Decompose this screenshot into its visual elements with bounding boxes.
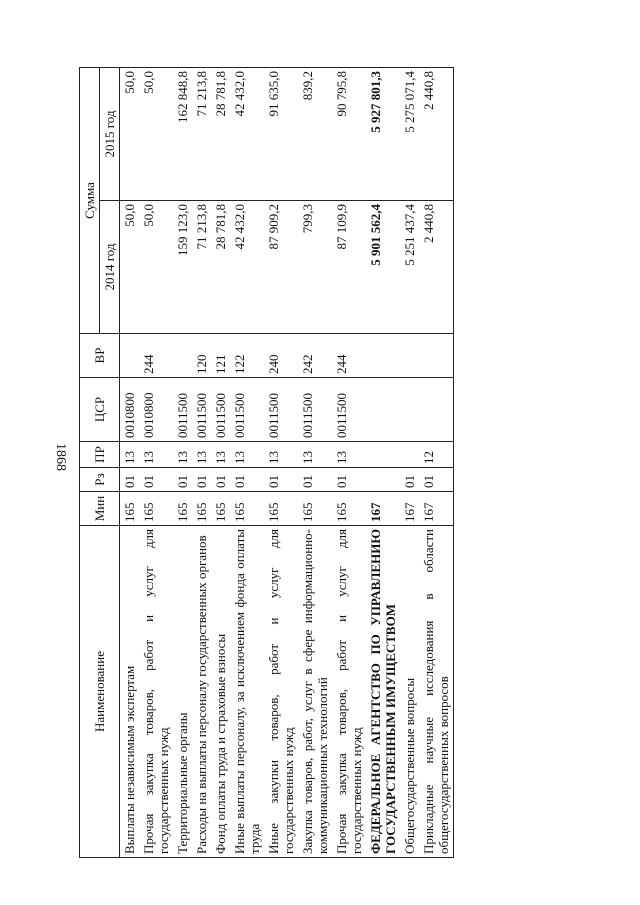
row-2015: 90 795,8 (332, 68, 366, 201)
row-name: Иные закупки товаров, работ и услуг для государственных нужд (264, 526, 298, 858)
table-row (139, 68, 173, 858)
row-csr: 0011500 (230, 378, 264, 442)
row-name: Прочая закупка товаров, работ и услуг для государственных нужд (332, 526, 366, 858)
row-vr (400, 334, 419, 378)
row-pr (366, 442, 400, 468)
row-pr: 13 (173, 442, 192, 468)
row-csr: 0011500 (298, 378, 332, 442)
row-min: 167 (366, 492, 400, 526)
row-vr: 244 (139, 334, 173, 378)
row-min: 165 (230, 492, 264, 526)
row-csr: 0011500 (173, 378, 192, 442)
row-min: 167 (400, 492, 419, 526)
row-name: Выплаты независимым экспертам (120, 526, 140, 858)
row-pr: 13 (211, 442, 230, 468)
row-vr: 242 (298, 334, 332, 378)
row-2014: 799,3 (298, 201, 332, 334)
row-vr: 120 (192, 334, 211, 378)
table-header (80, 68, 120, 858)
row-vr (366, 334, 400, 378)
row-vr: 240 (264, 334, 298, 378)
row-name: Прикладные научные исследования в области общегосударственных вопросов (419, 526, 454, 858)
row-name: Иные выплаты персоналу, за исключением фонда оплаты труда (230, 526, 264, 858)
row-min: 165 (192, 492, 211, 526)
row-2014: 50,0 (120, 201, 140, 334)
row-2015: 5 275 071,4 (400, 68, 419, 201)
row-pr: 13 (332, 442, 366, 468)
row-name: Прочая закупка товаров, работ и услуг для государственных нужд (139, 526, 173, 858)
row-vr: 122 (230, 334, 264, 378)
row-name: Общегосударственные вопросы (400, 526, 419, 858)
table-row (120, 68, 140, 858)
row-rz: 01 (230, 468, 264, 492)
header-min: Мин (80, 492, 120, 526)
header-vr: ВР (80, 334, 120, 378)
row-2014: 87 109,9 (332, 201, 366, 334)
row-2015: 50,0 (120, 68, 140, 201)
row-min: 165 (264, 492, 298, 526)
row-csr (419, 378, 454, 442)
table-row (173, 68, 192, 858)
row-2015: 2 440,8 (419, 68, 454, 201)
table-row (400, 68, 419, 858)
budget-table (79, 67, 454, 858)
row-name: Территориальные органы (173, 526, 192, 858)
row-2015: 162 848,8 (173, 68, 192, 201)
row-csr: 0011500 (332, 378, 366, 442)
row-2014: 5 251 437,4 (400, 201, 419, 334)
row-min: 165 (139, 492, 173, 526)
row-pr: 13 (139, 442, 173, 468)
row-2014: 159 123,0 (173, 201, 192, 334)
row-csr: 0010800 (139, 378, 173, 442)
table-row (419, 68, 454, 858)
row-csr (400, 378, 419, 442)
header-sum: Сумма (80, 68, 100, 334)
row-name: Расходы на выплаты персоналу государственных органов (192, 526, 211, 858)
table-row (230, 68, 264, 858)
row-pr: 13 (264, 442, 298, 468)
row-vr (120, 334, 140, 378)
row-rz: 01 (192, 468, 211, 492)
row-csr (366, 378, 400, 442)
row-csr: 0011500 (211, 378, 230, 442)
header-2015: 2015 год (100, 68, 120, 201)
page-number: 1868 (53, 443, 68, 471)
row-pr: 13 (120, 442, 140, 468)
row-rz: 01 (332, 468, 366, 492)
row-2015: 50,0 (139, 68, 173, 201)
row-vr: 244 (332, 334, 366, 378)
row-vr (173, 334, 192, 378)
row-2014: 5 901 562,4 (366, 201, 400, 334)
row-2014: 50,0 (139, 201, 173, 334)
header-rz: Рз (80, 468, 120, 492)
table-row (192, 68, 211, 858)
row-2015: 5 927 801,3 (366, 68, 400, 201)
row-pr: 12 (419, 442, 454, 468)
row-vr (419, 334, 454, 378)
row-rz: 01 (120, 468, 140, 492)
row-min: 167 (419, 492, 454, 526)
row-rz: 01 (264, 468, 298, 492)
row-2014: 71 213,8 (192, 201, 211, 334)
row-rz: 01 (419, 468, 454, 492)
row-name: Закупка товаров, работ, услуг в сфере информационно-коммуникационных технологий (298, 526, 332, 858)
row-min: 165 (173, 492, 192, 526)
row-2014: 2 440,8 (419, 201, 454, 334)
row-2015: 28 781,8 (211, 68, 230, 201)
row-rz: 01 (400, 468, 419, 492)
table-row (332, 68, 366, 858)
table-row (298, 68, 332, 858)
row-rz: 01 (211, 468, 230, 492)
row-pr: 13 (230, 442, 264, 468)
header-name: Наименование (80, 526, 120, 858)
table-row (366, 68, 400, 858)
row-rz: 01 (298, 468, 332, 492)
row-2015: 839,2 (298, 68, 332, 201)
row-2015: 91 635,0 (264, 68, 298, 201)
row-pr: 13 (192, 442, 211, 468)
row-csr: 0010800 (120, 378, 140, 442)
row-min: 165 (332, 492, 366, 526)
row-name: Фонд оплаты труда и страховые взносы (211, 526, 230, 858)
row-name: ФЕДЕРАЛЬНОЕ АГЕНТСТВО ПО УПРАВЛЕНИЮ ГОСУДАРСТВЕННЫМ ИМУЩЕСТВОМ (366, 526, 400, 858)
budget-table-rotated (79, 68, 589, 858)
row-min: 165 (211, 492, 230, 526)
row-csr: 0011500 (264, 378, 298, 442)
row-min: 165 (120, 492, 140, 526)
row-rz: 01 (139, 468, 173, 492)
row-rz: 01 (173, 468, 192, 492)
table-row (211, 68, 230, 858)
header-2014: 2014 год (100, 201, 120, 334)
row-2014: 87 909,2 (264, 201, 298, 334)
row-rz (366, 468, 400, 492)
table-body (120, 68, 454, 858)
row-2015: 42 432,0 (230, 68, 264, 201)
row-csr: 0011500 (192, 378, 211, 442)
header-pr: ПР (80, 442, 120, 468)
row-vr: 121 (211, 334, 230, 378)
row-2015: 71 213,8 (192, 68, 211, 201)
row-2014: 28 781,8 (211, 201, 230, 334)
table-row (264, 68, 298, 858)
row-min: 165 (298, 492, 332, 526)
row-pr: 13 (298, 442, 332, 468)
row-2014: 42 432,0 (230, 201, 264, 334)
header-csr: ЦСР (80, 378, 120, 442)
row-pr (400, 442, 419, 468)
